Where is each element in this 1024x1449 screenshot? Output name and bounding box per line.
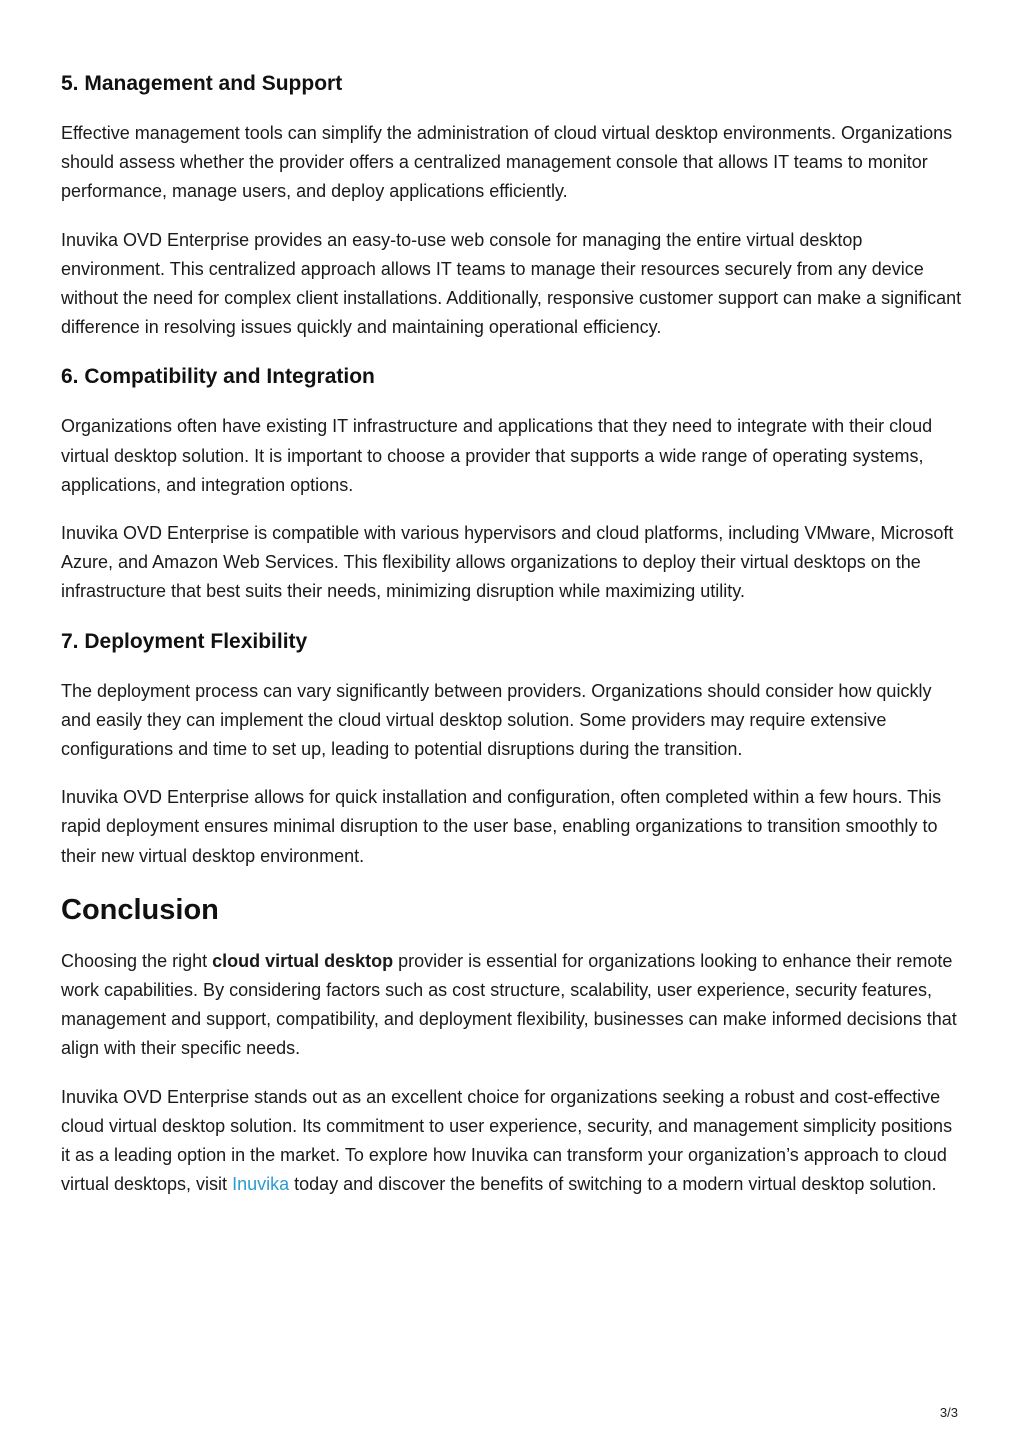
conclusion-paragraph-2 <box>61 1083 966 1200</box>
paragraph: The deployment process can vary significantly between providers. Organizations should consider how quickly and easily they can implement the cloud virtual desktop solution. Some providers may require extensive configurations and time to set up, leading to potential disruptions during the transition. <box>61 680 932 760</box>
paragraph: Effective management tools can simplify the administration of cloud virtual desktop environments. Organizations should assess whether the provider offers a centralized management console that allows IT teams to monitor performance, manage users, and deploy applications efficiently. <box>61 123 953 202</box>
conclusion-heading: Conclusion <box>61 893 219 926</box>
paragraph: Inuvika OVD Enterprise provides an easy-to-use web console for managing the entire virtual desktop environment. This centralized approach allows IT teams to manage their resources securely from any device without the need for complex client installations. Additionally, responsive customer support can make a significant difference in resolving issues quickly and maintaining operational efficiency. <box>61 229 962 338</box>
section-heading-deployment-flexibility: 7. Deployment Flexibility <box>61 629 308 653</box>
section-heading-compatibility-integration: 6. Compatibility and Integration <box>61 365 375 389</box>
paragraph: Inuvika OVD Enterprise is compatible with various hypervisors and cloud platforms, including VMware, Microsoft Azure, and Amazon Web Services. This flexibility allows organizations to deploy their virtual desktops on the infrastructure that best suits their needs, minimizing disruption while maximizing utility. <box>61 523 954 602</box>
text-span: today and discover the benefits of switching to a modern virtual desktop solution. <box>289 1174 937 1195</box>
conclusion-paragraph-1 <box>61 947 966 1064</box>
paragraph: Organizations often have existing IT infrastructure and applications that they need to integrate with their cloud virtual desktop solution. It is important to choose a provider that supports a wide range of operating systems, applications, and integration options. <box>61 416 933 495</box>
section-heading-management-support: 5. Management and Support <box>61 72 343 95</box>
text-span: Choosing the right <box>61 950 213 971</box>
document-body <box>61 68 966 1218</box>
bold-text: cloud virtual desktop <box>212 950 394 971</box>
inuvika-link[interactable]: Inuvika <box>232 1174 290 1195</box>
paragraph: Inuvika OVD Enterprise allows for quick installation and configuration, often completed within a few hours. This rapid deployment ensures minimal disruption to the user base, enabling organizations to transition smoothly to their new virtual desktop environment. <box>61 787 942 866</box>
text-span: provider is essential for organizations looking to enhance their remote work capabilities. By considering factors such as cost structure, scalability, user experience, security features, management and support, compatibility, and deployment flexibility, businesses can make informed decisions that align with their specific needs. <box>61 950 957 1059</box>
text-span: Inuvika OVD Enterprise stands out as an excellent choice for organizations seeking a robust and cost-effective cloud virtual desktop solution. Its commitment to user experience, security, and management simplicity positions it as a leading option in the market. To explore how Inuvika can transform your organization’s approach to cloud virtual desktops, visit <box>61 1086 953 1195</box>
page-number: 3/3 <box>939 1405 958 1420</box>
